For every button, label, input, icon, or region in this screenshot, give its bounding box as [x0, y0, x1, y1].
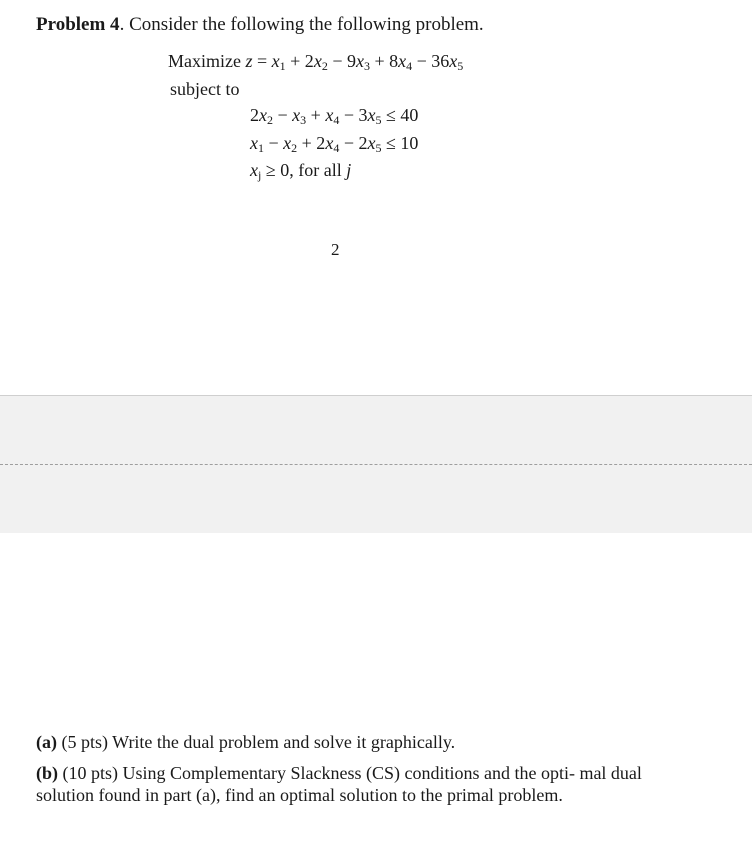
part-a — [36, 731, 656, 753]
c2-rhs: ≤ 10 — [381, 133, 419, 153]
c1-var1: x — [259, 105, 267, 125]
constraint-1 — [250, 105, 418, 126]
c2-op3: + 2 — [297, 133, 326, 153]
objective-prefix: Maximize — [168, 51, 246, 71]
page-one — [0, 0, 752, 396]
c3-sub: j — [258, 168, 262, 182]
objective-op3: + 8 — [369, 51, 399, 71]
c2-op4: − 2 — [339, 133, 368, 153]
part-b — [36, 762, 656, 806]
c3-text: for all — [298, 160, 347, 180]
objective-x1: x — [271, 51, 280, 71]
part-b-text: (10 pts) Using Complementary Slackness (CS) conditions and the opti- mal dual solution found in part (a), find an optimal solution to the primal problem. — [36, 763, 642, 805]
c1-sub4: 5 — [375, 113, 382, 127]
page-number: 2 — [331, 240, 340, 259]
c2-sub2: 2 — [291, 141, 298, 155]
page-gap — [0, 395, 752, 534]
objective-x5-sub: 5 — [457, 59, 464, 73]
page-break-divider — [0, 464, 752, 465]
c1-coef1: 2 — [250, 105, 259, 125]
c3-rhs: ≥ 0, — [261, 160, 299, 180]
c2-var3: x — [325, 133, 334, 153]
problem-intro: . Consider the following the following problem. — [119, 14, 484, 35]
objective-op2: − 9 — [327, 51, 356, 71]
problem-label: Problem 4 — [36, 14, 120, 35]
c1-var2: x — [292, 105, 301, 125]
c1-sub3: 4 — [333, 113, 340, 127]
objective-eq: = — [252, 51, 272, 71]
c2-sub1: 1 — [258, 141, 264, 155]
c1-op4: − 3 — [339, 105, 368, 125]
part-b-label: (b) — [36, 763, 58, 783]
c1-rhs: ≤ 40 — [381, 105, 419, 125]
objective-op4: − 36 — [412, 51, 450, 71]
c1-op3: + — [306, 105, 326, 125]
c2-var1: x — [250, 133, 258, 153]
c2-op2: − — [264, 133, 284, 153]
objective-x4-sub: 4 — [406, 59, 413, 73]
objective-function — [168, 51, 463, 72]
constraint-2 — [250, 133, 418, 154]
problem-heading — [36, 14, 484, 36]
objective-x5: x — [449, 51, 458, 71]
c3-var: x — [250, 160, 258, 180]
part-a-label: (a) — [36, 732, 57, 752]
objective-x4: x — [398, 51, 407, 71]
objective-x1-sub: 1 — [279, 59, 286, 73]
objective-x2-sub: 2 — [321, 59, 328, 73]
subject-to-label: subject to — [170, 79, 240, 99]
objective-x3-sub: 3 — [363, 59, 370, 73]
c1-sub1: 2 — [267, 113, 273, 127]
c1-sub2: 3 — [300, 113, 307, 127]
c1-op2: − — [273, 105, 293, 125]
c1-var4: x — [367, 105, 376, 125]
page-two — [0, 533, 752, 844]
c2-var4: x — [367, 133, 376, 153]
c2-var2: x — [283, 133, 292, 153]
objective-z: z — [245, 51, 253, 71]
objective-x2: x — [313, 51, 322, 71]
objective-op1: + 2 — [285, 51, 314, 71]
constraint-nonnegativity — [250, 160, 351, 181]
c2-sub4: 5 — [375, 141, 382, 155]
part-a-text: (5 pts) Write the dual problem and solve it graphically. — [57, 732, 456, 752]
c2-sub3: 4 — [333, 141, 340, 155]
objective-x3: x — [355, 51, 364, 71]
c3-j: j — [346, 160, 352, 180]
c1-var3: x — [325, 105, 334, 125]
